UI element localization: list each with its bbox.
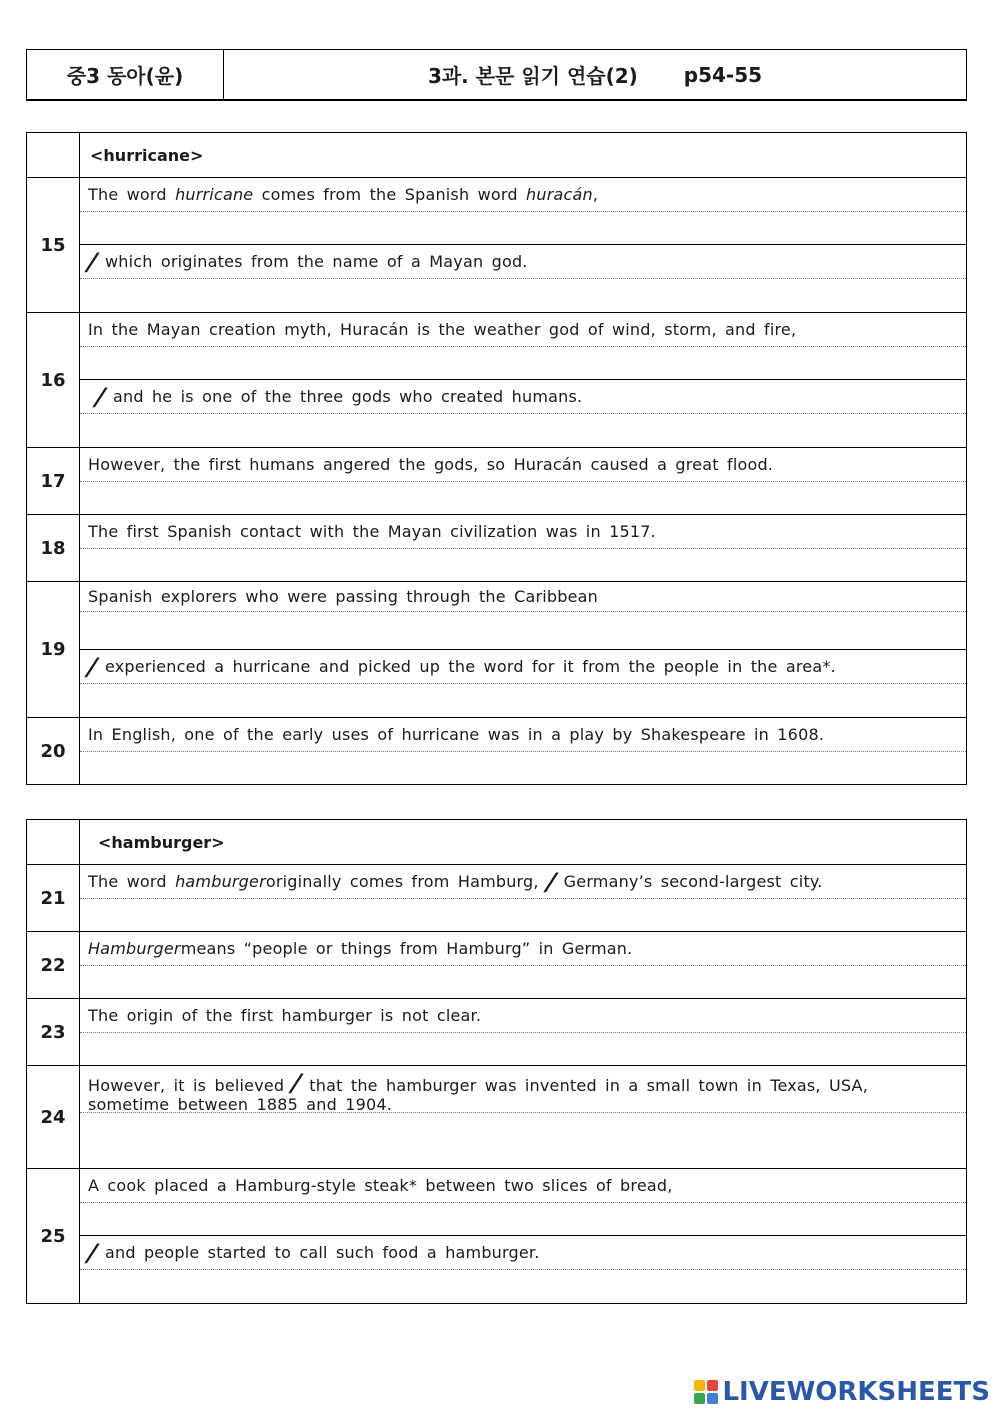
table-row — [27, 865, 967, 932]
slash-mark: / — [86, 1238, 99, 1267]
table-row — [27, 932, 967, 999]
row-number: 21 — [27, 865, 80, 932]
class-label: 중3 동아(윤) — [27, 50, 224, 99]
table-row — [27, 515, 967, 582]
answer-line[interactable] — [80, 966, 966, 998]
sentence-line: In English, one of the early uses of hurricane was in a play by Shakespeare in 1608. — [80, 718, 966, 752]
table-row — [27, 178, 967, 313]
table-row — [27, 999, 967, 1066]
slash-mark: / — [544, 867, 558, 896]
answer-line[interactable] — [80, 279, 966, 312]
hamburger-table — [26, 819, 967, 1304]
row-number: 25 — [27, 1169, 80, 1304]
answer-line[interactable] — [80, 414, 966, 447]
sentence-line: / and people started to call such food a hamburger. — [80, 1236, 966, 1270]
sentence-line: The word hamburger originally comes from Hamburg, / Germany’s second-largest city. — [80, 865, 966, 899]
slash-mark: / — [290, 1069, 304, 1097]
row-number: 20 — [27, 718, 80, 785]
sentence-line: Hamburger means “people or things from Hamburg” in German. — [80, 932, 966, 966]
answer-line[interactable] — [80, 1033, 966, 1065]
sentence-line: The word hurricane comes from the Spanish word huracán, — [80, 178, 966, 212]
answer-line[interactable] — [80, 612, 966, 650]
sentence-line: Spanish explorers who were passing through the Caribbean — [80, 582, 966, 612]
answer-line[interactable] — [80, 684, 966, 717]
row-number: 16 — [27, 313, 80, 448]
sentence-line: / experienced a hurricane and picked up the word for it from the people in the area*. — [80, 650, 966, 684]
section-title-row — [27, 820, 967, 865]
section-title: <hamburger> — [98, 832, 225, 852]
table-row — [27, 1169, 967, 1304]
answer-line[interactable] — [80, 549, 966, 581]
sentence-line: In the Mayan creation myth, Huracán is the weather god of wind, storm, and fire, — [80, 313, 966, 347]
row-number: 23 — [27, 999, 80, 1066]
answer-line[interactable] — [80, 482, 966, 514]
lesson-title-cell — [224, 50, 966, 99]
liveworksheets-logo — [694, 1377, 990, 1407]
sentence-line: / which originates from the name of a Mayan god. — [80, 245, 966, 279]
table-row — [27, 582, 967, 718]
sentence-line: / and he is one of the three gods who created humans. — [80, 380, 966, 414]
slash-mark: / — [86, 652, 99, 681]
sentence-line: However, the first humans angered the gods, so Huracán caused a great flood. — [80, 448, 966, 482]
section-title-row — [27, 133, 967, 178]
table-row — [27, 448, 967, 515]
sentence-line: The origin of the first hamburger is not clear. — [80, 999, 966, 1033]
answer-line[interactable] — [80, 347, 966, 380]
page-range: p54-55 — [683, 62, 763, 87]
sentence-line: However, it is believed / that the hamburger was invented in a small town in Texas, USA, sometime between 1885 and 1904. — [80, 1066, 966, 1113]
sentence-line: The first Spanish contact with the Mayan civilization was in 1517. — [80, 515, 966, 549]
answer-line[interactable] — [80, 212, 966, 245]
answer-line[interactable] — [80, 1270, 966, 1303]
row-number: 17 — [27, 448, 80, 515]
hurricane-table — [26, 132, 967, 785]
row-number: 18 — [27, 515, 80, 582]
logo-icon — [694, 1380, 718, 1404]
row-number: 24 — [27, 1066, 80, 1169]
answer-line[interactable] — [80, 1113, 966, 1168]
logo-text: LIVEWORKSHEETS — [722, 1377, 990, 1407]
answer-line[interactable] — [80, 1203, 966, 1236]
sentence-line: A cook placed a Hamburg-style steak* between two slices of bread, — [80, 1169, 966, 1203]
slash-mark: / — [86, 247, 99, 276]
table-row — [27, 313, 967, 448]
worksheet-header — [26, 49, 967, 101]
row-number: 15 — [27, 178, 80, 313]
table-row — [27, 1066, 967, 1169]
answer-line[interactable] — [80, 752, 966, 784]
lesson-title: 3과. 본문 읽기 연습(2) — [427, 64, 638, 88]
row-number: 22 — [27, 932, 80, 999]
table-row — [27, 718, 967, 785]
section-title: <hurricane> — [90, 145, 204, 165]
row-number: 19 — [27, 582, 80, 718]
slash-mark: / — [94, 382, 107, 411]
answer-line[interactable] — [80, 899, 966, 931]
